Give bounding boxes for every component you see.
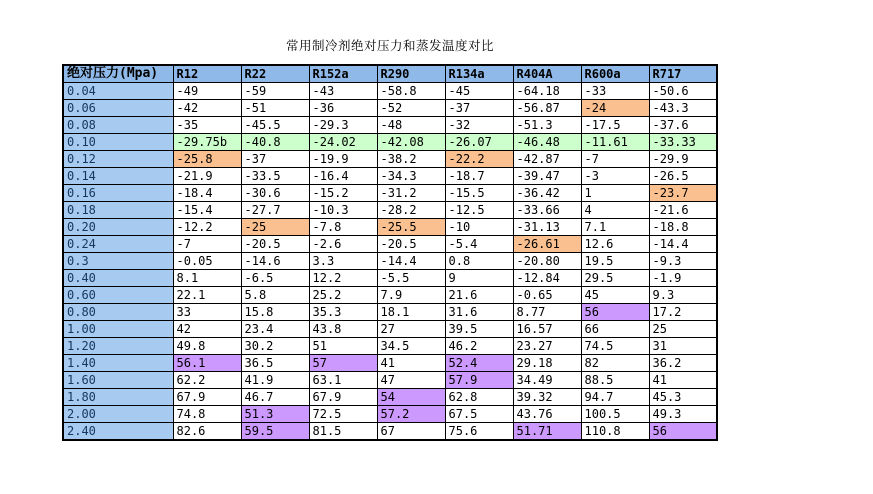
pressure-cell: 0.80 [63,304,173,321]
temperature-cell: -26.07 [445,134,513,151]
table-row [63,321,717,338]
table-row [63,83,717,100]
pressure-cell: 0.08 [63,117,173,134]
temperature-cell: 59.5 [241,423,309,441]
temperature-cell: 23.4 [241,321,309,338]
temperature-cell: 5.8 [241,287,309,304]
temperature-cell: -12.5 [445,202,513,219]
temperature-cell: -28.2 [377,202,445,219]
temperature-cell: -5.5 [377,270,445,287]
temperature-cell: -33.33 [649,134,717,151]
temperature-cell: -5.4 [445,236,513,253]
temperature-cell: -37.6 [649,117,717,134]
temperature-cell: -23.7 [649,185,717,202]
table-row [63,168,717,185]
refrigerant-column-header: R717 [649,65,717,83]
temperature-cell: -33.66 [513,202,581,219]
temperature-cell: -30.6 [241,185,309,202]
temperature-cell: 56 [649,423,717,441]
temperature-cell: 34.5 [377,338,445,355]
temperature-cell: -38.2 [377,151,445,168]
table-row [63,287,717,304]
temperature-cell: -50.6 [649,83,717,100]
table-row [63,117,717,134]
temperature-cell: 66 [581,321,649,338]
temperature-cell: -51 [241,100,309,117]
temperature-cell: -9.3 [649,253,717,270]
temperature-cell: 25 [649,321,717,338]
temperature-cell: -14.6 [241,253,309,270]
temperature-cell: -31.13 [513,219,581,236]
temperature-cell: -25 [241,219,309,236]
table-row [63,338,717,355]
temperature-cell: 67.5 [445,406,513,423]
temperature-cell: -40.8 [241,134,309,151]
temperature-cell: -7 [581,151,649,168]
header-row [63,65,717,83]
temperature-cell: -45 [445,83,513,100]
temperature-cell: -27.7 [241,202,309,219]
pressure-cell: 0.24 [63,236,173,253]
pressure-cell: 1.80 [63,389,173,406]
temperature-cell: -33.5 [241,168,309,185]
temperature-cell: 56.1 [173,355,241,372]
temperature-cell: 35.3 [309,304,377,321]
temperature-cell: -12.2 [173,219,241,236]
temperature-cell: 63.1 [309,372,377,389]
temperature-cell: 82 [581,355,649,372]
temperature-cell: -64.18 [513,83,581,100]
temperature-cell: 67.9 [173,389,241,406]
temperature-cell: -34.3 [377,168,445,185]
temperature-cell: -42 [173,100,241,117]
pressure-column-header: 绝对压力(Mpa) [63,65,173,83]
temperature-cell: 3.3 [309,253,377,270]
temperature-cell: 29.5 [581,270,649,287]
refrigerant-column-header: R22 [241,65,309,83]
pressure-cell: 0.16 [63,185,173,202]
temperature-cell: 7.9 [377,287,445,304]
table-body [63,83,717,441]
temperature-cell: 31 [649,338,717,355]
temperature-cell: -1.9 [649,270,717,287]
pressure-cell: 2.40 [63,423,173,441]
temperature-cell: 47 [377,372,445,389]
temperature-cell: 74.5 [581,338,649,355]
temperature-cell: -43.3 [649,100,717,117]
temperature-cell: -20.5 [241,236,309,253]
temperature-cell: -3 [581,168,649,185]
temperature-cell: -29.75b [173,134,241,151]
pressure-cell: 0.14 [63,168,173,185]
temperature-cell: -26.5 [649,168,717,185]
temperature-cell: 51.71 [513,423,581,441]
temperature-cell: 49.8 [173,338,241,355]
pressure-cell: 0.3 [63,253,173,270]
temperature-cell: 81.5 [309,423,377,441]
temperature-cell: -29.9 [649,151,717,168]
temperature-cell: -12.84 [513,270,581,287]
temperature-cell: 8.1 [173,270,241,287]
temperature-cell: -25.8 [173,151,241,168]
temperature-cell: 27 [377,321,445,338]
refrigerant-column-header: R404A [513,65,581,83]
table-row [63,355,717,372]
temperature-cell: 100.5 [581,406,649,423]
temperature-cell: -7 [173,236,241,253]
temperature-cell: 46.2 [445,338,513,355]
temperature-cell: -43 [309,83,377,100]
temperature-cell: -45.5 [241,117,309,134]
temperature-cell: -25.5 [377,219,445,236]
temperature-cell: 82.6 [173,423,241,441]
temperature-cell: 57.9 [445,372,513,389]
temperature-cell: 23.27 [513,338,581,355]
temperature-cell: 75.6 [445,423,513,441]
temperature-cell: -48 [377,117,445,134]
pressure-cell: 0.20 [63,219,173,236]
table-row [63,304,717,321]
pressure-cell: 0.60 [63,287,173,304]
temperature-cell: 39.32 [513,389,581,406]
table-row [63,372,717,389]
temperature-cell: -32 [445,117,513,134]
refrigerant-column-header: R134a [445,65,513,83]
temperature-cell: 43.76 [513,406,581,423]
temperature-cell: 16.57 [513,321,581,338]
temperature-cell: 67 [377,423,445,441]
pressure-cell: 0.10 [63,134,173,151]
temperature-cell: -37 [445,100,513,117]
temperature-cell: -42.08 [377,134,445,151]
temperature-cell: -0.65 [513,287,581,304]
pressure-cell: 0.06 [63,100,173,117]
temperature-cell: 19.5 [581,253,649,270]
temperature-cell: 1 [581,185,649,202]
table-row [63,151,717,168]
temperature-cell: 30.2 [241,338,309,355]
temperature-cell: 57 [309,355,377,372]
temperature-cell: 0.8 [445,253,513,270]
pressure-cell: 0.40 [63,270,173,287]
temperature-cell: 7.1 [581,219,649,236]
temperature-cell: 12.6 [581,236,649,253]
table-row [63,219,717,236]
temperature-cell: 57.2 [377,406,445,423]
table-row [63,134,717,151]
temperature-cell: 33 [173,304,241,321]
temperature-cell: 4 [581,202,649,219]
table-row [63,270,717,287]
temperature-cell: -37 [241,151,309,168]
temperature-cell: 25.2 [309,287,377,304]
temperature-cell: -21.9 [173,168,241,185]
temperature-cell: 110.8 [581,423,649,441]
pressure-cell: 0.12 [63,151,173,168]
temperature-cell: -7.8 [309,219,377,236]
temperature-cell: -36.42 [513,185,581,202]
temperature-cell: -15.5 [445,185,513,202]
pressure-cell: 0.18 [63,202,173,219]
temperature-cell: 36.2 [649,355,717,372]
temperature-cell: 51 [309,338,377,355]
temperature-cell: 62.2 [173,372,241,389]
temperature-cell: 49.3 [649,406,717,423]
temperature-cell: 36.5 [241,355,309,372]
temperature-cell: 29.18 [513,355,581,372]
temperature-cell: -46.48 [513,134,581,151]
temperature-cell: 72.5 [309,406,377,423]
table-row [63,406,717,423]
temperature-cell: -39.47 [513,168,581,185]
temperature-cell: 41 [377,355,445,372]
temperature-cell: -6.5 [241,270,309,287]
table-row [63,202,717,219]
temperature-cell: 56 [581,304,649,321]
temperature-cell: 45 [581,287,649,304]
pressure-cell: 1.60 [63,372,173,389]
temperature-cell: -11.61 [581,134,649,151]
temperature-cell: -18.4 [173,185,241,202]
temperature-cell: 8.77 [513,304,581,321]
table-row [63,100,717,117]
temperature-cell: -56.87 [513,100,581,117]
temperature-cell: 45.3 [649,389,717,406]
refrigerant-column-header: R12 [173,65,241,83]
temperature-cell: -20.80 [513,253,581,270]
temperature-cell: 9.3 [649,287,717,304]
temperature-cell: 43.8 [309,321,377,338]
temperature-cell: -19.9 [309,151,377,168]
temperature-cell: 9 [445,270,513,287]
pressure-cell: 2.00 [63,406,173,423]
temperature-cell: -58.8 [377,83,445,100]
temperature-cell: -42.87 [513,151,581,168]
temperature-cell: -29.3 [309,117,377,134]
temperature-cell: 62.8 [445,389,513,406]
temperature-cell: 21.6 [445,287,513,304]
pressure-cell: 1.40 [63,355,173,372]
temperature-cell: -18.7 [445,168,513,185]
temperature-cell: 67.9 [309,389,377,406]
temperature-cell: -26.61 [513,236,581,253]
table-row [63,236,717,253]
temperature-cell: 74.8 [173,406,241,423]
temperature-cell: -59 [241,83,309,100]
temperature-cell: 46.7 [241,389,309,406]
pressure-cell: 1.00 [63,321,173,338]
temperature-cell: -20.5 [377,236,445,253]
refrigerant-column-header: R290 [377,65,445,83]
temperature-cell: -15.2 [309,185,377,202]
pressure-cell: 0.04 [63,83,173,100]
temperature-cell: -14.4 [649,236,717,253]
temperature-cell: -10.3 [309,202,377,219]
temperature-cell: -14.4 [377,253,445,270]
temperature-cell: -35 [173,117,241,134]
temperature-cell: 34.49 [513,372,581,389]
table-row [63,185,717,202]
refrigerant-table [62,64,718,441]
temperature-cell: -33 [581,83,649,100]
temperature-cell: 31.6 [445,304,513,321]
temperature-cell: -18.8 [649,219,717,236]
temperature-cell: -21.6 [649,202,717,219]
temperature-cell: 54 [377,389,445,406]
pressure-cell: 1.20 [63,338,173,355]
table-row [63,423,717,441]
temperature-cell: -52 [377,100,445,117]
temperature-cell: -0.05 [173,253,241,270]
temperature-cell: -24 [581,100,649,117]
table-row [63,253,717,270]
temperature-cell: -22.2 [445,151,513,168]
table-title: 常用制冷剂绝对压力和蒸发温度对比 [285,38,494,53]
temperature-cell: 51.3 [241,406,309,423]
temperature-cell: 15.8 [241,304,309,321]
temperature-cell: 88.5 [581,372,649,389]
temperature-cell: -17.5 [581,117,649,134]
temperature-cell: 41 [649,372,717,389]
temperature-cell: -2.6 [309,236,377,253]
temperature-cell: 94.7 [581,389,649,406]
temperature-cell: -51.3 [513,117,581,134]
temperature-cell: 52.4 [445,355,513,372]
temperature-cell: -15.4 [173,202,241,219]
table-row [63,389,717,406]
temperature-cell: 42 [173,321,241,338]
temperature-cell: 17.2 [649,304,717,321]
refrigerant-column-header: R152a [309,65,377,83]
temperature-cell: 41.9 [241,372,309,389]
temperature-cell: 18.1 [377,304,445,321]
temperature-cell: -31.2 [377,185,445,202]
refrigerant-column-header: R600a [581,65,649,83]
temperature-cell: 22.1 [173,287,241,304]
temperature-cell: -36 [309,100,377,117]
temperature-cell: -24.02 [309,134,377,151]
temperature-cell: -10 [445,219,513,236]
temperature-cell: 39.5 [445,321,513,338]
temperature-cell: -16.4 [309,168,377,185]
temperature-cell: -49 [173,83,241,100]
temperature-cell: 12.2 [309,270,377,287]
